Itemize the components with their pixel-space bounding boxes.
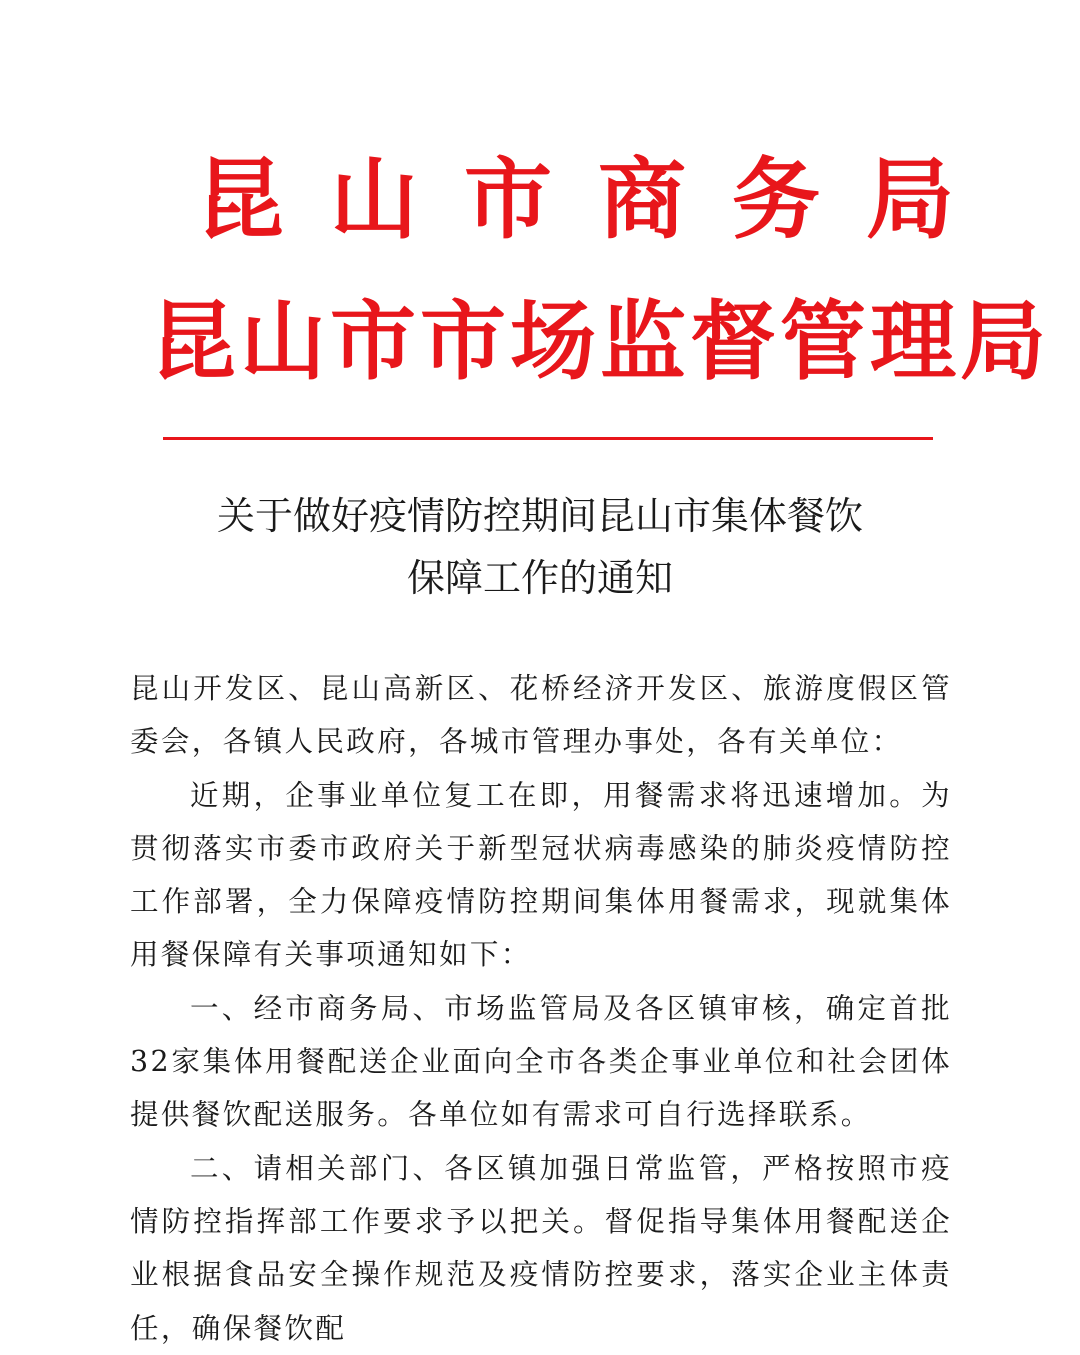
recipients-paragraph: 昆山开发区、昆山高新区、花桥经济开发区、旅游度假区管委会，各镇人民政府，各城市管理办事处，各有关单位： <box>130 672 952 759</box>
red-divider-line <box>163 437 933 440</box>
issuing-agency-commerce: 昆山市商务局 <box>196 148 1001 251</box>
body-paragraph-2: 一、经市商务局、市场监管局及各区镇审核，确定首批32家集体用餐配送企业面向全市各类企事业单位和社会团体提供餐饮配送服务。各单位如有需求可自行选择联系。 <box>130 991 952 1132</box>
notice-body <box>130 662 952 1355</box>
notice-title-line-1: 关于做好疫情防控期间昆山市集体餐饮 <box>216 494 863 538</box>
body-paragraph-3: 二、请相关部门、各区镇加强日常监管，严格按照市疫情防控指挥部工作要求予以把关。督促指导集体用餐配送企业根据食品安全操作规范及疫情防控要求，落实企业主体责任，确保餐饮配 <box>130 1151 952 1345</box>
issuing-agency-market-regulation: 昆山市市场监督管理局 <box>150 292 1050 392</box>
body-paragraph-1: 近期，企事业单位复工在即，用餐需求将迅速增加。为贯彻落实市委市政府关于新型冠状病毒感染的肺炎疫情防控工作部署，全力保障疫情防控期间集体用餐需求，现就集体用餐保障有关事项通知如下： <box>130 778 952 972</box>
notice-title-line-2: 保障工作的通知 <box>406 556 673 600</box>
